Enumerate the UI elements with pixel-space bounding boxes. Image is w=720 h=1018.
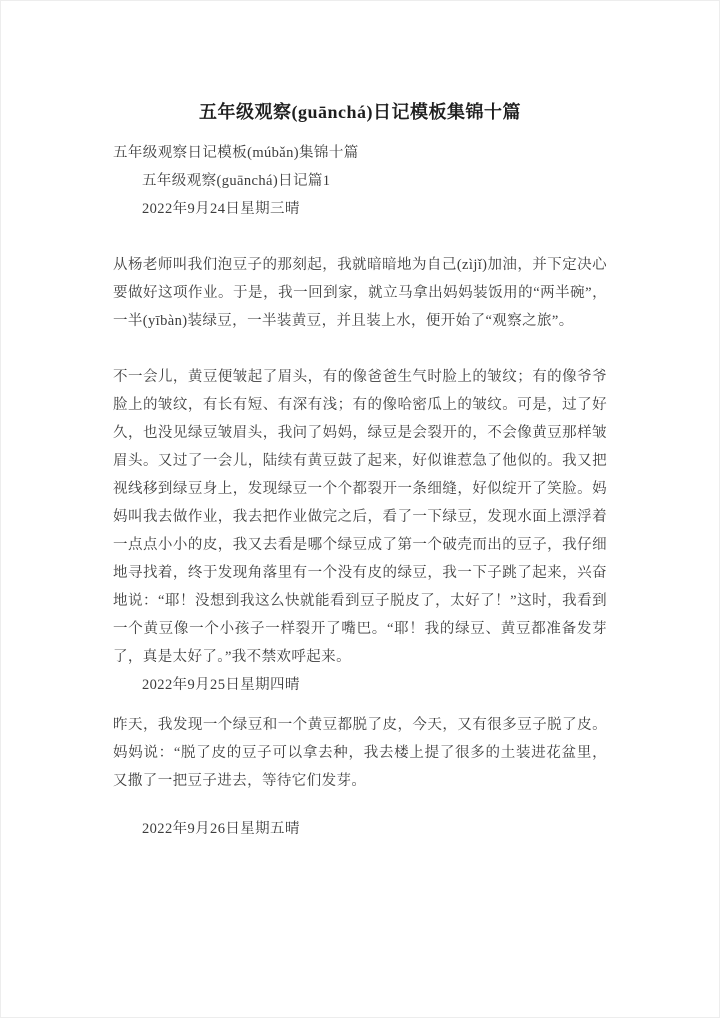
- paragraph-body: 昨天，我发现一个绿豆和一个黄豆都脱了皮，今天，又有很多豆子脱了皮。妈妈说：“脱了皮的豆子可以拿去种，我去楼上提了很多的土装进花盆里，又撒了一把豆子进去，等待它们发芽。: [113, 717, 607, 789]
- paragraph-subheading: 五年级观察(guānchá)日记篇1: [142, 173, 331, 189]
- date-line: 2022年9月24日星期三晴: [142, 201, 300, 217]
- date-line: 2022年9月25日星期四晴: [142, 677, 300, 693]
- date-line: 2022年9月26日星期五晴: [142, 821, 300, 837]
- paragraph-body: 不一会儿，黄豆便皱起了眉头，有的像爸爸生气时脸上的皱纹；有的像爷爷脸上的皱纹，有长有短、有深有浅；有的像哈密瓜上的皱纹。可是，过了好久，也没见绿豆皱眉头，我问了妈妈，绿豆是会裂开的，不会像黄豆那样皱眉头。又过了一会儿，陆续有黄豆鼓了起来，好似谁惹急了他似的。我又把视线移到绿豆身上，发现绿豆一个个都裂开一条细缝，好似绽开了笑脸。妈妈叫我去做作业，我去把作业做完之后，看了一下绿豆，发现水面上漂浮着一点点小小的皮，我又去看是哪个绿豆成了第一个破壳而出的豆子，我仔细地寻找着，终于发现角落里有一个没有皮的绿豆，我一下子跳了起来，兴奋地说：“耶！没想到我这么快就能看到豆子脱皮了，太好了！”这时，我看到一个黄豆像一个小孩子一样裂开了嘴巴。“耶！我的绿豆、黄豆都准备发芽了，真是太好了。”我不禁欢呼起来。: [113, 369, 607, 665]
- document-title: 五年级观察(guānchá)日记模板集锦十篇: [198, 102, 521, 122]
- paragraph-body: 从杨老师叫我们泡豆子的那刻起，我就暗暗地为自己(zìjǐ)加油，并下定决心要做好这项作业。于是，我一回到家，就立马拿出妈妈装饭用的“两半碗”，一半(yībàn)装绿豆，一半装黄豆，并且装上水，便开始了“观察之旅”。: [113, 257, 607, 329]
- paragraph-heading: 五年级观察日记模板(múbǎn)集锦十篇: [113, 145, 359, 161]
- document-content: [1, 1, 719, 843]
